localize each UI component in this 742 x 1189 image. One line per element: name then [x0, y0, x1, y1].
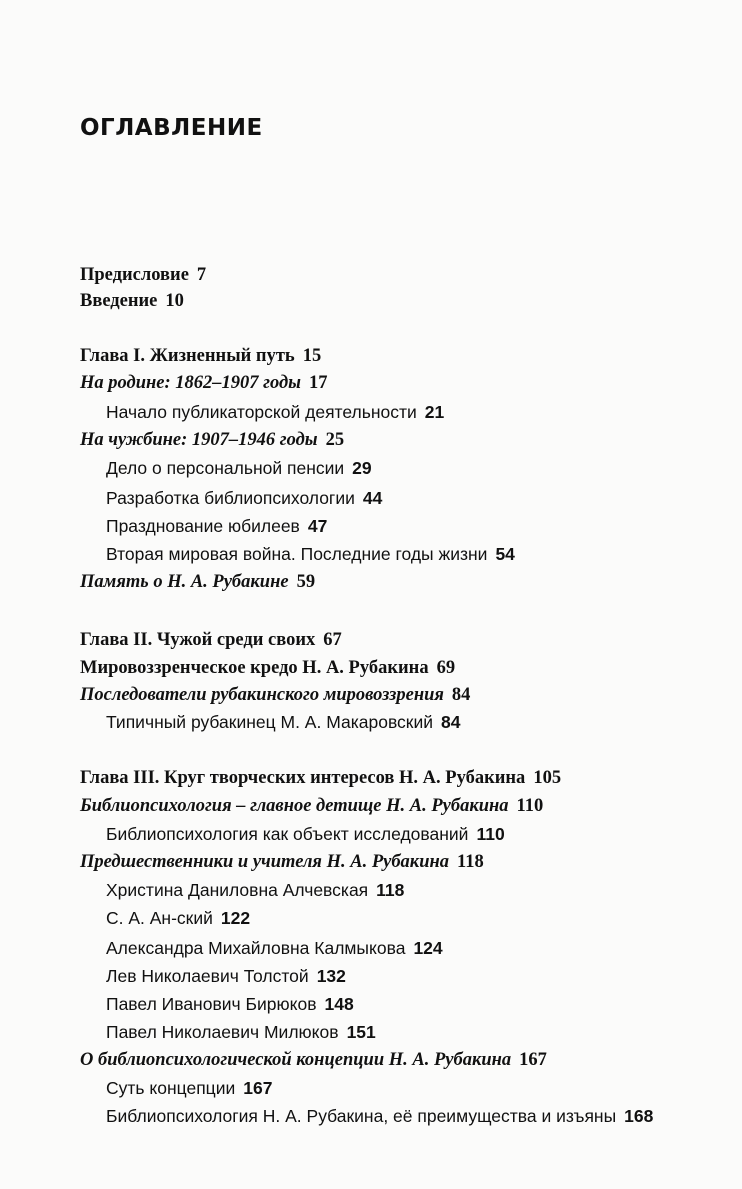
- toc-entry-page: 168: [624, 1106, 654, 1126]
- toc-entry-title: Павел Николаевич Милюков: [106, 1022, 339, 1042]
- toc-entry: [106, 822, 505, 846]
- toc-entry: [106, 992, 354, 1016]
- toc-entry: [80, 683, 470, 707]
- toc-entry-page: 148: [324, 994, 354, 1014]
- toc-entry-title: Глава I. Жизненный путь: [80, 346, 295, 366]
- toc-entry-title: Разработка библиопсихологии: [106, 488, 355, 508]
- toc-entry-page: 118: [457, 852, 484, 872]
- toc-entry-page: 69: [436, 658, 456, 678]
- toc-entry: [106, 936, 443, 960]
- toc-entry: [80, 344, 321, 368]
- toc-entry: [80, 289, 184, 313]
- toc-entry: [80, 656, 455, 680]
- toc-entry-page: 84: [441, 712, 461, 732]
- toc-entry-page: 10: [165, 291, 184, 311]
- toc-entry-page: 110: [516, 796, 544, 816]
- toc-entry: [106, 456, 372, 480]
- toc-entry-title: Библиопсихология как объект исследований: [106, 824, 469, 844]
- toc-entry: [106, 964, 346, 988]
- toc-entry-title: На чужбине: 1907–1946 годы: [80, 430, 318, 450]
- toc-entry-page: 7: [196, 265, 207, 285]
- toc-entry: [80, 371, 327, 395]
- toc-entry-page: 44: [362, 488, 383, 508]
- toc-entry: [80, 850, 484, 874]
- toc-entry-page: 54: [495, 544, 515, 564]
- toc-entry: [106, 710, 460, 734]
- toc-entry-title: Павел Иванович Бирюков: [106, 994, 317, 1014]
- toc-entry: [106, 1020, 376, 1044]
- toc-entry-title: С. А. Ан-ский: [106, 908, 213, 928]
- toc-entry-page: 21: [424, 402, 445, 422]
- toc-entry-page: 124: [413, 938, 443, 958]
- toc-entry: [80, 628, 342, 652]
- toc-entry-title: Глава III. Круг творческих интересов Н. А. Рубакина: [80, 768, 526, 788]
- toc-entry-title: Лев Николаевич Толстой: [106, 966, 309, 986]
- toc-entry-title: Дело о персональной пенсии: [106, 458, 345, 478]
- page-title: ОГЛАВЛЕНИЕ: [80, 115, 263, 141]
- toc-entry-title: Празднование юбилеев: [106, 516, 300, 536]
- toc-entry-title: Вторая мировая война. Последние годы жизни: [106, 544, 488, 564]
- toc-entry-title: Библиопсихология Н. А. Рубакина, её преимущества и изъяны: [106, 1106, 617, 1126]
- toc-entry-page: 59: [296, 572, 316, 592]
- toc-entry: [106, 1076, 272, 1100]
- toc-entry: [80, 570, 315, 594]
- toc-entry-page: 47: [307, 516, 328, 536]
- toc-entry-page: 167: [519, 1050, 547, 1070]
- toc-entry-page: 15: [302, 346, 322, 366]
- toc-entry-title: Типичный рубакинец М. А. Макаровский: [106, 712, 433, 732]
- toc-entry: [106, 1104, 653, 1128]
- toc-entry-title: Введение: [80, 291, 158, 311]
- toc-entry-title: Глава II. Чужой среди своих: [80, 630, 316, 650]
- toc-entry-title: Суть концепции: [106, 1078, 236, 1098]
- toc-entry-title: На родине: 1862–1907 годы: [80, 373, 301, 393]
- toc-entry-page: 167: [243, 1078, 273, 1098]
- toc-entry-page: 29: [352, 458, 372, 478]
- toc-entry: [80, 428, 344, 452]
- toc-entry-title: Мировоззренческое кредо Н. А. Рубакина: [80, 658, 429, 678]
- toc-entry-title: Начало публикаторской деятельности: [106, 402, 417, 422]
- toc-entry: [80, 794, 543, 818]
- toc-entry-page: 118: [376, 880, 405, 900]
- toc-entry-title: О библиопсихологической концепции Н. А. Рубакина: [80, 1050, 512, 1070]
- toc-entry-title: Библиопсихология – главное детище Н. А. Рубакина: [80, 796, 509, 816]
- toc-entry: [80, 263, 206, 287]
- toc-entry-title: Память о Н. А. Рубакине: [80, 572, 289, 592]
- toc-entry-page: 110: [476, 824, 505, 844]
- toc-entry: [106, 514, 327, 538]
- toc-entry: [106, 878, 404, 902]
- toc-entry-page: 17: [308, 373, 328, 393]
- toc-entry-title: Христина Даниловна Алчевская: [106, 880, 369, 900]
- toc-entry: [80, 766, 561, 790]
- toc-entry-page: 105: [533, 768, 562, 788]
- toc-entry-title: Последователи рубакинского мировоззрения: [80, 685, 444, 705]
- toc-entry-page: 84: [451, 685, 471, 705]
- toc-entry-page: 25: [325, 430, 345, 450]
- toc-entry-title: Предисловие: [80, 265, 189, 285]
- toc-entry: [106, 486, 382, 510]
- toc-entry-title: Предшественники и учителя Н. А. Рубакина: [80, 852, 449, 872]
- toc-entry-page: 151: [346, 1022, 376, 1042]
- toc-entry: [106, 542, 515, 566]
- toc-entry-page: 132: [316, 966, 346, 986]
- toc-entry-page: 122: [220, 908, 251, 928]
- toc-entry: [106, 906, 250, 930]
- toc-entry: [106, 400, 444, 424]
- toc-entry-page: 67: [323, 630, 342, 650]
- toc-entry: [80, 1048, 547, 1072]
- toc-entry-title: Александра Михайловна Калмыкова: [106, 938, 406, 958]
